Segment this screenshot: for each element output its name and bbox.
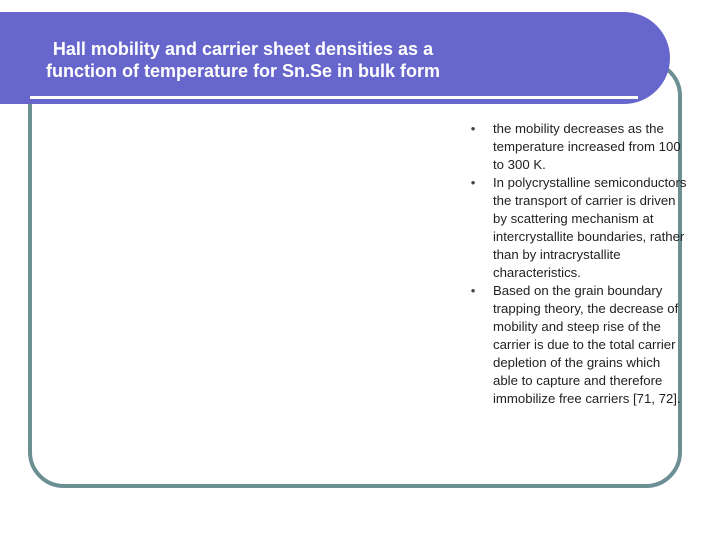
title-underline (30, 96, 638, 99)
bullet-text: In polycrystalline semiconductors the transport of carrier is driven by scattering mechanism at intercrystallite boundaries, rather than by intracrystallite characteristics. (493, 175, 687, 280)
bullet-item (467, 120, 687, 174)
bullet-text: Based on the grain boundary trapping theory, the decrease of mobility and steep rise of the carrier is due to the total carrier depletion of the grains which able to capture and therefore immobilize free carriers [71, 72]. (493, 283, 681, 406)
bullet-item (467, 282, 687, 408)
bullet-dot-icon: • (470, 121, 476, 136)
title-line-1: Hall mobility and carrier sheet densities as a (52, 39, 434, 59)
title-line-2: function of temperature for Sn.Se in bulk form (45, 61, 441, 81)
bullet-dot-icon: • (470, 175, 476, 190)
bullet-text: the mobility decreases as the temperature increased from 100 to 300 K. (493, 121, 681, 172)
bullet-dot-icon: • (470, 283, 476, 298)
title-bar (0, 12, 670, 104)
bullet-item (467, 174, 687, 282)
bullet-list (467, 120, 687, 408)
slide-title (8, 38, 478, 82)
